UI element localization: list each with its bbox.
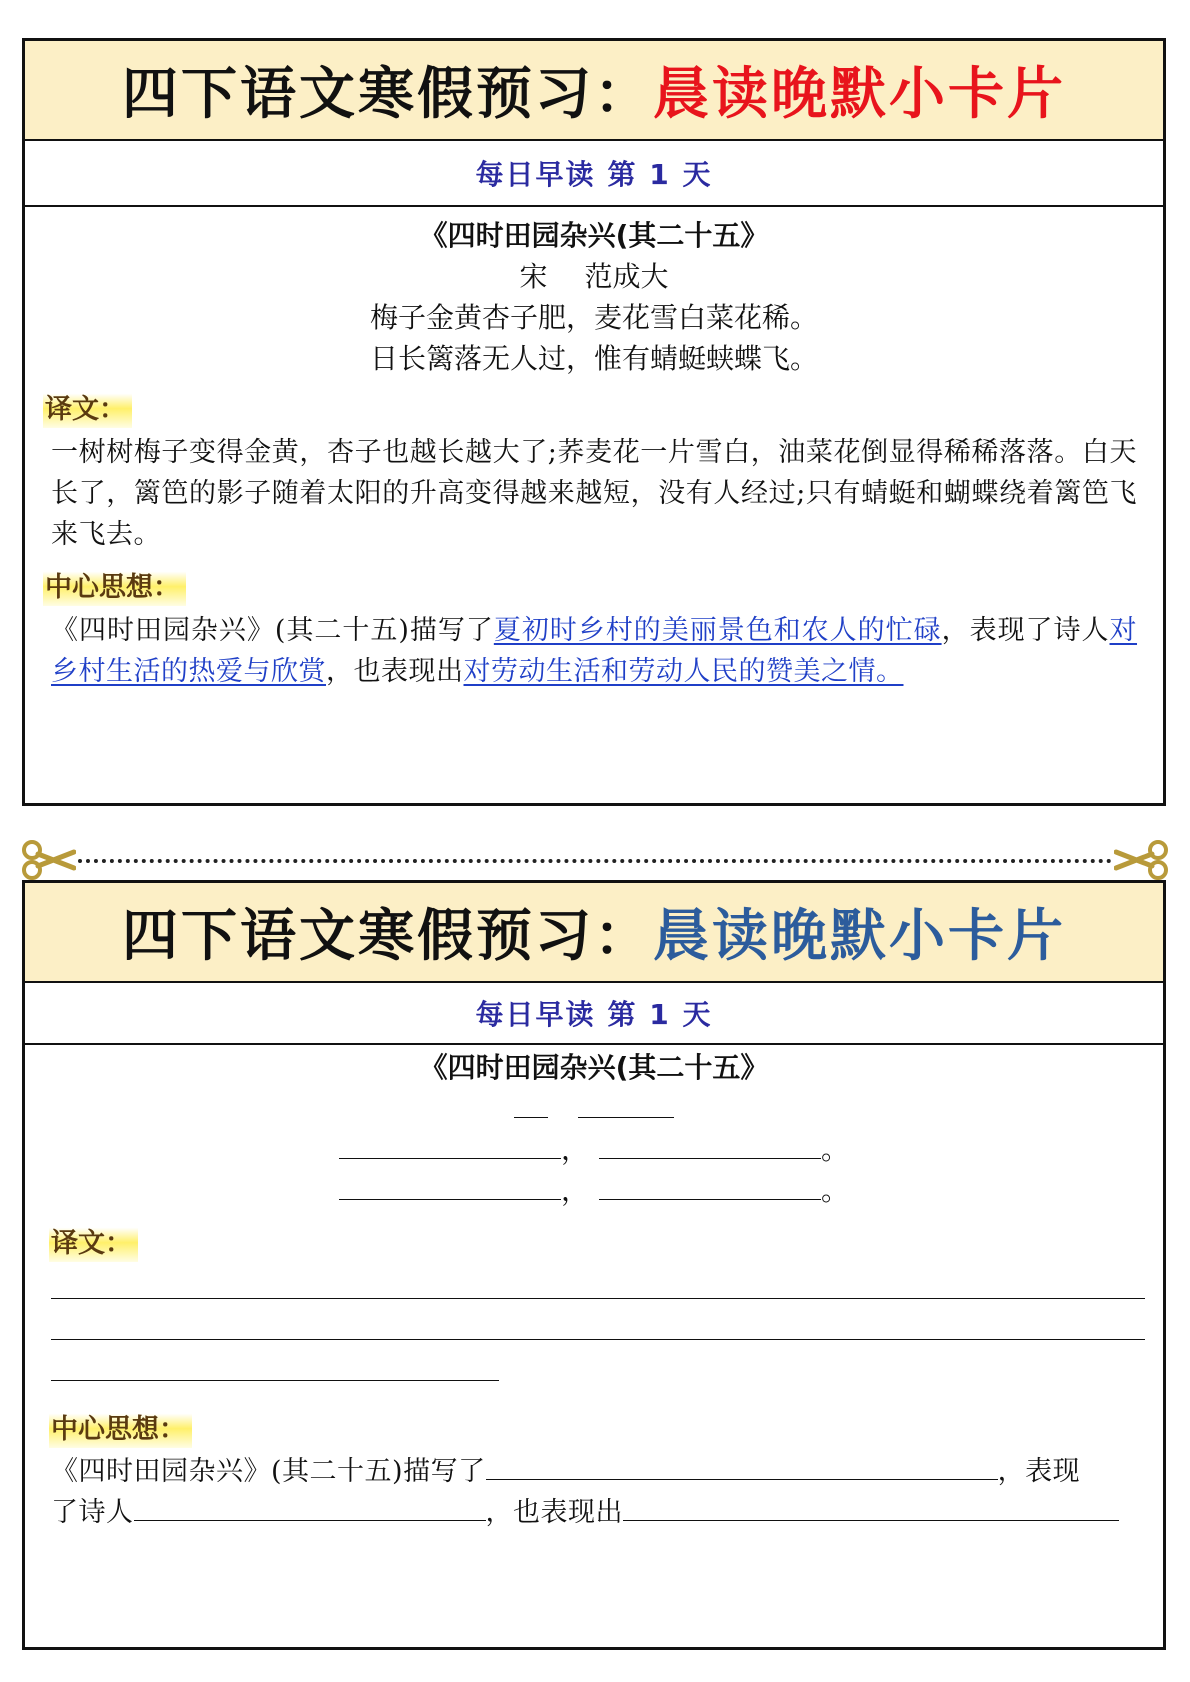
scissors-icon	[20, 840, 76, 880]
subheader-label: 每日早读	[475, 998, 596, 1031]
poem-block	[25, 1047, 1163, 1211]
translation-label: 译文：	[49, 1219, 138, 1262]
poem-blank-line-2	[25, 1170, 1163, 1211]
header-title-colored: 晨读晚默小卡片	[653, 904, 1066, 969]
author-blank-row	[25, 1088, 1163, 1129]
theme-part-3: 了诗人	[51, 1497, 134, 1528]
blank[interactable]	[339, 1132, 561, 1159]
translation-blank-line[interactable]	[51, 1339, 1145, 1340]
poem-block	[25, 215, 1163, 379]
theme-label: 中心思想：	[43, 563, 186, 606]
theme-part-2: ，表现了诗人	[941, 615, 1110, 646]
subheader-day: 第 1 天	[607, 158, 713, 191]
poem-title: 《四时田园杂兴(其二十五》	[419, 219, 769, 252]
cut-line	[20, 840, 1170, 880]
theme-highlight-2: 对乡村生活的热爱与欣赏	[51, 615, 1138, 687]
poem-author: 宋 范成大	[519, 260, 669, 293]
comma: ，	[560, 1174, 589, 1207]
subheader-day: 第 1 天	[607, 998, 713, 1031]
dotted-line	[78, 859, 1112, 863]
author-blank[interactable]	[578, 1091, 674, 1118]
card-subheader	[25, 983, 1163, 1045]
theme-part-4: ，也表现出	[485, 1497, 623, 1528]
theme-part-3: ，也表现出	[326, 656, 464, 687]
blank[interactable]	[599, 1132, 821, 1159]
card-header	[25, 883, 1163, 983]
theme-label: 中心思想：	[49, 1405, 192, 1448]
translation-blank-line[interactable]	[51, 1298, 1145, 1299]
theme-highlight-3: 对劳动生活和劳动人民的赞美之情。	[463, 656, 904, 687]
theme-blank-1[interactable]	[486, 1453, 998, 1480]
dynasty-blank[interactable]	[514, 1091, 548, 1118]
theme-fill-text	[25, 1451, 1163, 1533]
poem-title: 《四时田园杂兴(其二十五》	[419, 1051, 769, 1084]
period: 。	[821, 1174, 850, 1207]
card-subheader	[25, 141, 1163, 207]
translation-text: 一树树梅子变得金黄，杏子也越长越大了;荞麦花一片雪白，油菜花倒显得稀稀落落。白天长了，篱笆的影子随着太阳的升高变得越来越短，没有人经过;只有蜻蜓和蝴蝶绕着篱笆飞来飞去。	[51, 437, 1137, 550]
theme-highlight-1: 夏初时乡村的美丽景色和农人的忙碌	[493, 615, 942, 646]
header-title-black: 四下语文寒假预习：	[122, 62, 653, 127]
card-header	[25, 41, 1163, 141]
blank[interactable]	[339, 1173, 561, 1200]
header-title-black: 四下语文寒假预习：	[122, 904, 653, 969]
period: 。	[821, 1133, 850, 1166]
practice-card	[22, 880, 1166, 1650]
translation-blank-line[interactable]	[51, 1380, 499, 1381]
theme-text	[25, 610, 1163, 692]
poem-line-2: 日长篱落无人过，惟有蜻蜓蛱蝶飞。	[369, 342, 818, 375]
theme-blank-2[interactable]	[134, 1494, 486, 1521]
comma: ，	[560, 1133, 589, 1166]
theme-part-1: 《四时田园杂兴》(其二十五)描写了	[51, 1456, 486, 1487]
answer-card	[22, 38, 1166, 806]
theme-part-2: ，表现	[997, 1456, 1081, 1487]
scissors-icon	[1114, 840, 1170, 880]
poem-blank-line-1	[25, 1129, 1163, 1170]
translation-label: 译文：	[43, 385, 132, 428]
poem-line-1: 梅子金黄杏子肥，麦花雪白菜花稀。	[369, 301, 818, 334]
theme-blank-3[interactable]	[623, 1494, 1119, 1521]
subheader-label: 每日早读	[475, 158, 596, 191]
theme-part-1: 《四时田园杂兴》(其二十五)描写了	[51, 615, 494, 646]
blank[interactable]	[599, 1173, 821, 1200]
header-title-colored: 晨读晚默小卡片	[653, 62, 1066, 127]
